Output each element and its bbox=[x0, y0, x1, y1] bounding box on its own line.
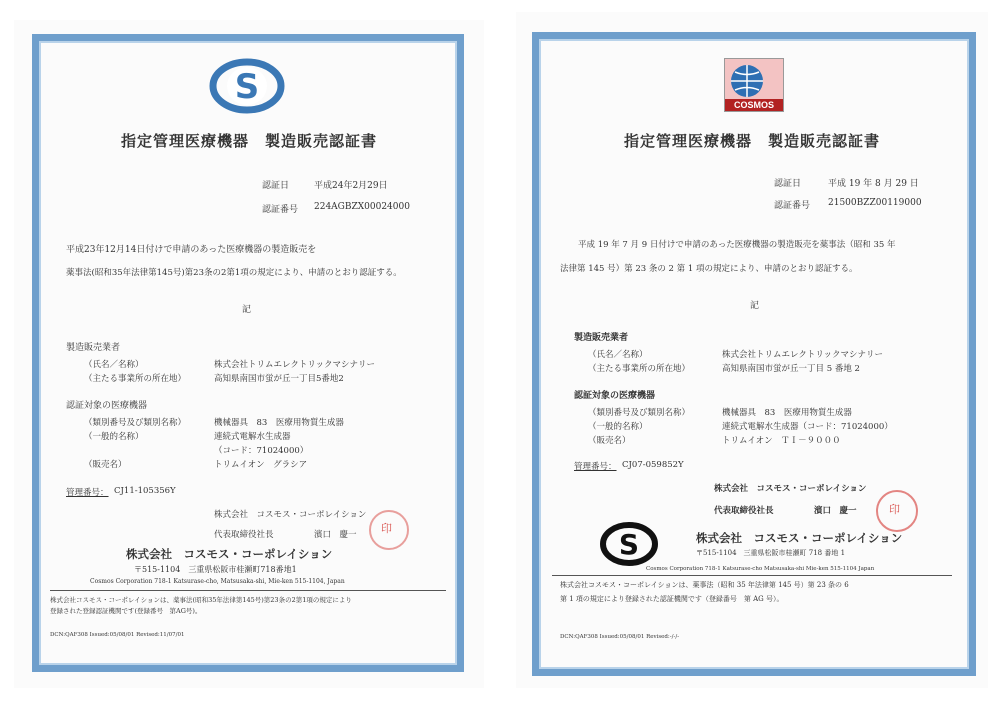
date-value: 平成 19 年 8 月 29 日 bbox=[828, 179, 919, 189]
number-value: 21500BZZ00119000 bbox=[828, 198, 922, 208]
company-english: Cosmos Corporation 718-1 Katsurase-cho Matsusaka-shi Mie-ken 515-1104 Japan bbox=[646, 566, 875, 572]
general-label: （一般的名称） bbox=[84, 432, 144, 442]
target-heading: 認証対象の医療機器 bbox=[574, 391, 656, 401]
code-value: （コード：71024000） bbox=[214, 446, 309, 456]
rep-title: 代表取締役社長 bbox=[714, 506, 774, 516]
company-name-large: 株式会社 コスモス・コーポレイション bbox=[696, 531, 903, 545]
sales-value: トリムイオン グラシア bbox=[214, 460, 308, 470]
general-value: 連続式電解水生成器（コード：71024000） bbox=[722, 422, 893, 432]
footer-divider bbox=[552, 575, 952, 576]
rep-name: 濱口 慶一 bbox=[814, 506, 857, 516]
control-value: CJ11-105356Y bbox=[114, 486, 176, 496]
control-label: 管理番号： bbox=[66, 488, 109, 498]
class-label: （類別番号及び類別名称） bbox=[84, 418, 187, 428]
company-address: 〒515-1104 三重県松阪市桂瀬町718番地1 bbox=[134, 565, 297, 574]
footer-line-1: 株式会社コスモス・コーポレイションは、薬事法(昭和35年法律第145号)第23条の2第1項の規定により bbox=[50, 596, 352, 604]
cosmos-s-logo-icon bbox=[600, 522, 658, 566]
number-label: 認証番号 bbox=[262, 205, 299, 215]
body-line-1: 平成 19 年 7 月 9 日付けで申請のあった医療機器の製造販売を薬事法（昭和 35 年 bbox=[578, 240, 896, 250]
certificate-title: 指定管理医療機器 製造販売認証書 bbox=[623, 132, 880, 150]
number-value: 224AGBZX00024000 bbox=[314, 202, 410, 212]
logo-letter: S bbox=[618, 528, 640, 561]
target-heading: 認証対象の医療機器 bbox=[66, 401, 148, 411]
company-address: 〒515-1104 三重県松阪市桂瀬町 718 番地 1 bbox=[696, 549, 846, 557]
date-label: 認証日 bbox=[262, 181, 290, 191]
footer-line-1: 株式会社コスモス・コーポレイションは、薬事法（昭和 35 年法律第 145 号）第 23 条の 6 bbox=[560, 581, 849, 589]
date-value: 平成24年2月29日 bbox=[314, 181, 388, 191]
sales-label: （販売名） bbox=[588, 436, 631, 446]
body-line-2: 薬事法(昭和35年法律第145号)第23条の2第1項の規定により、申請のとおり認証する。 bbox=[66, 268, 402, 278]
ki-mark: 記 bbox=[242, 305, 252, 315]
date-label: 認証日 bbox=[774, 179, 802, 189]
company-name-large: 株式会社 コスモス・コーポレイション bbox=[126, 547, 333, 561]
sales-value: トリムイオン ＴＩ－９０００ bbox=[722, 436, 841, 446]
cosmos-globe-logo-icon bbox=[724, 58, 784, 112]
control-value: CJ07-059852Y bbox=[622, 460, 684, 470]
footer-line-2: 登録された登録認証機関です(登録番号 第AG号)。 bbox=[50, 607, 202, 615]
seller-heading: 製造販売業者 bbox=[574, 333, 629, 343]
seller-heading: 製造販売業者 bbox=[66, 343, 121, 353]
control-label: 管理番号： bbox=[574, 462, 617, 472]
certificate-title: 指定管理医療機器 製造販売認証書 bbox=[120, 132, 377, 150]
doc-code: DCN:QAF308 Issued:05/08/01 Revised:-/-/- bbox=[560, 634, 680, 640]
address-value: 高知県南国市蛍が丘一丁目5番地2 bbox=[214, 374, 344, 384]
general-value: 連続式電解水生成器 bbox=[214, 432, 291, 442]
doc-code: DCN:QAF308 Issued:05/08/01 Revised:11/07/01 bbox=[50, 632, 185, 638]
name-label: （氏名／名称） bbox=[588, 350, 648, 360]
ki-mark: 記 bbox=[750, 301, 760, 311]
number-label: 認証番号 bbox=[774, 201, 811, 211]
address-label: （主たる事業所の所在地） bbox=[588, 364, 691, 374]
right-certificate bbox=[516, 12, 988, 688]
name-value: 株式会社トリムエレクトリックマシナリー bbox=[722, 350, 883, 360]
footer-line-2: 第 1 項の規定により登録された認証機関です（登録番号 第 AG 号）。 bbox=[560, 595, 784, 603]
name-label: （氏名／名称） bbox=[84, 360, 144, 370]
class-value: 機械器具 83 医療用物質生成器 bbox=[214, 418, 344, 428]
class-label: （類別番号及び類別名称） bbox=[588, 408, 691, 418]
address-value: 高知県南国市蛍が丘一丁目 5 番地 2 bbox=[722, 364, 860, 374]
logo-wordmark: COSMOS bbox=[725, 99, 783, 111]
rep-title: 代表取締役社長 bbox=[214, 530, 274, 540]
left-certificate bbox=[14, 20, 484, 688]
rep-name: 濱口 慶一 bbox=[314, 530, 357, 540]
class-value: 機械器具 83 医療用物質生成器 bbox=[722, 408, 852, 418]
body-line-2: 法律第 145 号）第 23 条の 2 第 1 項の規定により、申請のとおり認証する。 bbox=[560, 264, 858, 274]
issuer-small: 株式会社 コスモス・コーポレイション bbox=[714, 484, 867, 494]
logo-letter: S bbox=[234, 67, 260, 107]
seal-text: 印 bbox=[381, 522, 392, 535]
footer-divider bbox=[50, 590, 446, 591]
name-value: 株式会社トリムエレクトリックマシナリー bbox=[214, 360, 375, 370]
general-label: （一般的名称） bbox=[588, 422, 648, 432]
cosmos-s-logo-icon bbox=[209, 58, 285, 114]
sales-label: （販売名） bbox=[84, 460, 127, 470]
issuer-small: 株式会社 コスモス・コーポレイション bbox=[214, 510, 367, 520]
address-label: （主たる事業所の所在地） bbox=[84, 374, 187, 384]
body-line-1: 平成23年12月14日付けで申請のあった医療機器の製造販売を bbox=[66, 245, 317, 255]
company-english: Cosmos Corporation 718-1 Katsurase-cho, Matsusaka-shi, Mie-ken 515-1104, Japan bbox=[90, 578, 345, 585]
seal-text: 印 bbox=[889, 503, 900, 516]
